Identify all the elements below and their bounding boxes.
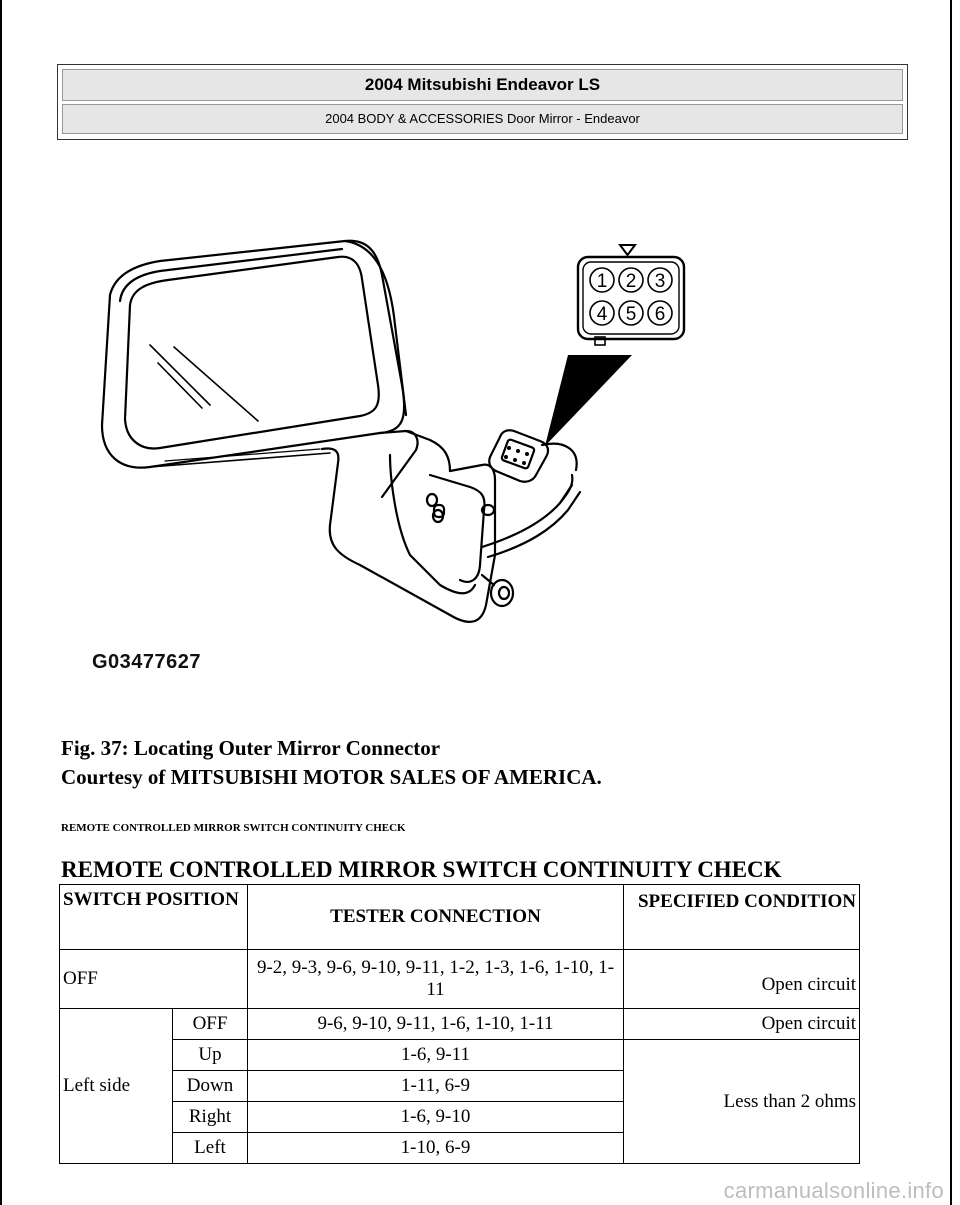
left-row-off-connection: 9-6, 9-10, 9-11, 1-6, 1-10, 1-11: [247, 1008, 624, 1040]
figure-courtesy: Courtesy of MITSUBISHI MOTOR SALES OF AMERICA.: [61, 765, 602, 789]
header-switch-position: SWITCH POSITION: [59, 884, 248, 950]
connector-pin-2: 2: [625, 271, 637, 292]
left-row-up-position: Up: [172, 1039, 248, 1071]
figure-image-id: G03477627: [92, 651, 202, 673]
header-specified-condition: SPECIFIED CONDITION: [623, 884, 860, 950]
left-row-up-connection: 1-6, 9-11: [247, 1039, 624, 1071]
left-row-off-position: OFF: [172, 1008, 248, 1040]
continuity-check-table: [59, 884, 860, 1164]
row-off-position: OFF: [59, 949, 248, 1009]
callout-pointer: [545, 355, 632, 446]
left-row-right-position: Right: [172, 1101, 248, 1133]
row-off-connection: 9-2, 9-3, 9-6, 9-10, 9-11, 1-2, 1-3, 1-6, 1-10, 1-11: [247, 949, 624, 1009]
left-row-off-condition: Open circuit: [623, 1008, 860, 1040]
watermark-text: carmanualsonline.info: [723, 1178, 944, 1203]
header-subtitle: 2004 BODY & ACCESSORIES Door Mirror - Endeavor: [62, 104, 903, 134]
connector-pin-3: 3: [654, 271, 666, 292]
page-border-right: [950, 0, 952, 1205]
left-row-down-position: Down: [172, 1070, 248, 1102]
document-header: [57, 64, 908, 140]
left-row-down-connection: 1-11, 6-9: [247, 1070, 624, 1102]
left-side-group-label: Left side: [59, 1008, 173, 1164]
section-heading: REMOTE CONTROLLED MIRROR SWITCH CONTINUITY CHECK: [61, 822, 406, 834]
page-border-left: [0, 0, 2, 1205]
mirror-illustration: [90, 235, 710, 675]
header-tester-connection: TESTER CONNECTION: [247, 884, 624, 950]
connector-pin-5: 5: [625, 304, 637, 325]
header-title: 2004 Mitsubishi Endeavor LS: [62, 69, 903, 101]
row-off-condition: Open circuit: [623, 949, 860, 1009]
connector-face-detail: [578, 245, 684, 345]
left-row-right-connection: 1-6, 9-10: [247, 1101, 624, 1133]
left-merged-condition: Less than 2 ohms: [623, 1039, 860, 1164]
figure-caption: Fig. 37: Locating Outer Mirror Connector: [61, 736, 441, 760]
table-title: REMOTE CONTROLLED MIRROR SWITCH CONTINUITY CHECK: [61, 857, 782, 882]
left-row-left-connection: 1-10, 6-9: [247, 1132, 624, 1164]
connector-pin-6: 6: [654, 304, 666, 325]
connector-pin-1: 1: [596, 271, 608, 292]
mirror-connector-figure: [90, 235, 710, 675]
connector-pin-4: 4: [596, 304, 608, 325]
left-row-left-position: Left: [172, 1132, 248, 1164]
